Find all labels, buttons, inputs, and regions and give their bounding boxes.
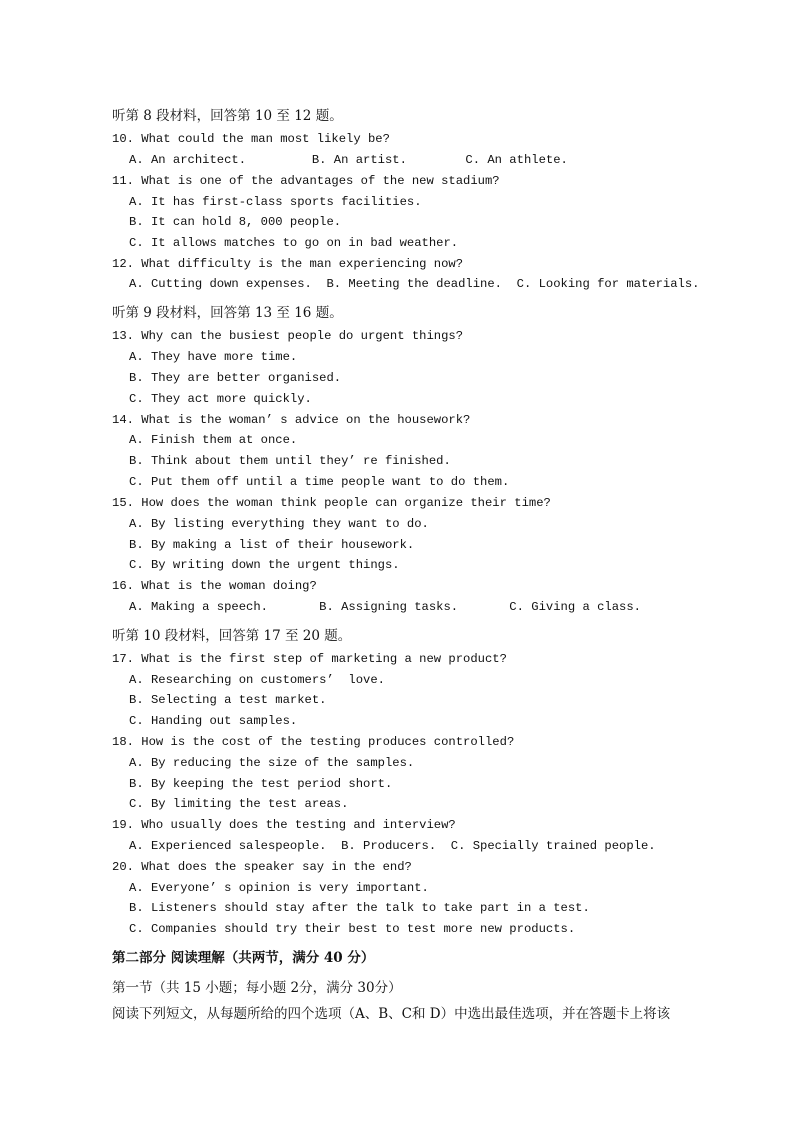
answer-option: C. By limiting the test areas. xyxy=(129,797,349,811)
answer-option: C. Companies should try their best to test more new products. xyxy=(129,922,576,936)
question-text: 12. What difficulty is the man experiencing now? xyxy=(112,257,464,271)
answer-option: A. By listing everything they want to do. xyxy=(129,517,429,531)
answer-option: A. Finish them at once. xyxy=(129,433,298,447)
question-text: 19. Who usually does the testing and interview? xyxy=(112,818,456,832)
question-text: 16. What is the woman doing? xyxy=(112,579,317,593)
answer-option: C. By writing down the urgent things. xyxy=(129,558,400,572)
answer-option: A. By reducing the size of the samples. xyxy=(129,756,415,770)
answer-option: C. They act more quickly. xyxy=(129,392,312,406)
section-instruction: 第一节（共 15 小题；每小题 2分，满分 30分） xyxy=(112,980,402,996)
answer-option: B. It can hold 8, 000 people. xyxy=(129,215,342,229)
answer-option: B. By keeping the test period short. xyxy=(129,777,393,791)
answer-option: C. Handing out samples. xyxy=(129,714,298,728)
question-text: 13. Why can the busiest people do urgent things? xyxy=(112,329,464,343)
answer-option: A. Making a speech. B. Assigning tasks. C. Giving a class. xyxy=(129,600,641,614)
answer-option: C. Put them off until a time people want to do them. xyxy=(129,475,510,489)
question-text: 18. How is the cost of the testing produces controlled? xyxy=(112,735,515,749)
section-instruction: 听第 9 段材料，回答第 13 至 16 题。 xyxy=(112,305,343,321)
question-text: 17. What is the first step of marketing a new product? xyxy=(112,652,507,666)
answer-option: B. Think about them until they’ re finished. xyxy=(129,454,451,468)
answer-option: A. An architect. B. An artist. C. An athlete. xyxy=(129,153,568,167)
answer-option: A. It has first-class sports facilities. xyxy=(129,195,422,209)
question-text: 15. How does the woman think people can organize their time? xyxy=(112,496,551,510)
answer-option: C. It allows matches to go on in bad weather. xyxy=(129,236,459,250)
answer-option: B. Selecting a test market. xyxy=(129,693,327,707)
answer-option: B. Listeners should stay after the talk to take part in a test. xyxy=(129,901,590,915)
answer-option: A. Researching on customers’ love. xyxy=(129,673,385,687)
section-instruction: 阅读下列短文，从每题所给的四个选项（A、B、C和 D）中选出最佳选项，并在答题卡上将该 xyxy=(112,1006,671,1022)
answer-option: A. Cutting down expenses. B. Meeting the deadline. C. Looking for materials. xyxy=(129,277,700,291)
answer-option: B. By making a list of their housework. xyxy=(129,538,415,552)
question-text: 11. What is one of the advantages of the new stadium? xyxy=(112,174,500,188)
section-instruction: 听第 10 段材料，回答第 17 至 20 题。 xyxy=(112,628,352,644)
question-text: 14. What is the woman’ s advice on the housework? xyxy=(112,413,471,427)
question-text: 20. What does the speaker say in the end? xyxy=(112,860,412,874)
section-instruction: 听第 8 段材料，回答第 10 至 12 题。 xyxy=(112,108,343,124)
question-text: 10. What could the man most likely be? xyxy=(112,132,390,146)
section-instruction: 第二部分 阅读理解（共两节，满分 40 分） xyxy=(112,950,375,966)
answer-option: A. Everyone’ s opinion is very important. xyxy=(129,881,429,895)
answer-option: B. They are better organised. xyxy=(129,371,342,385)
answer-option: A. Experienced salespeople. B. Producers. C. Specially trained people. xyxy=(129,839,656,853)
answer-option: A. They have more time. xyxy=(129,350,298,364)
